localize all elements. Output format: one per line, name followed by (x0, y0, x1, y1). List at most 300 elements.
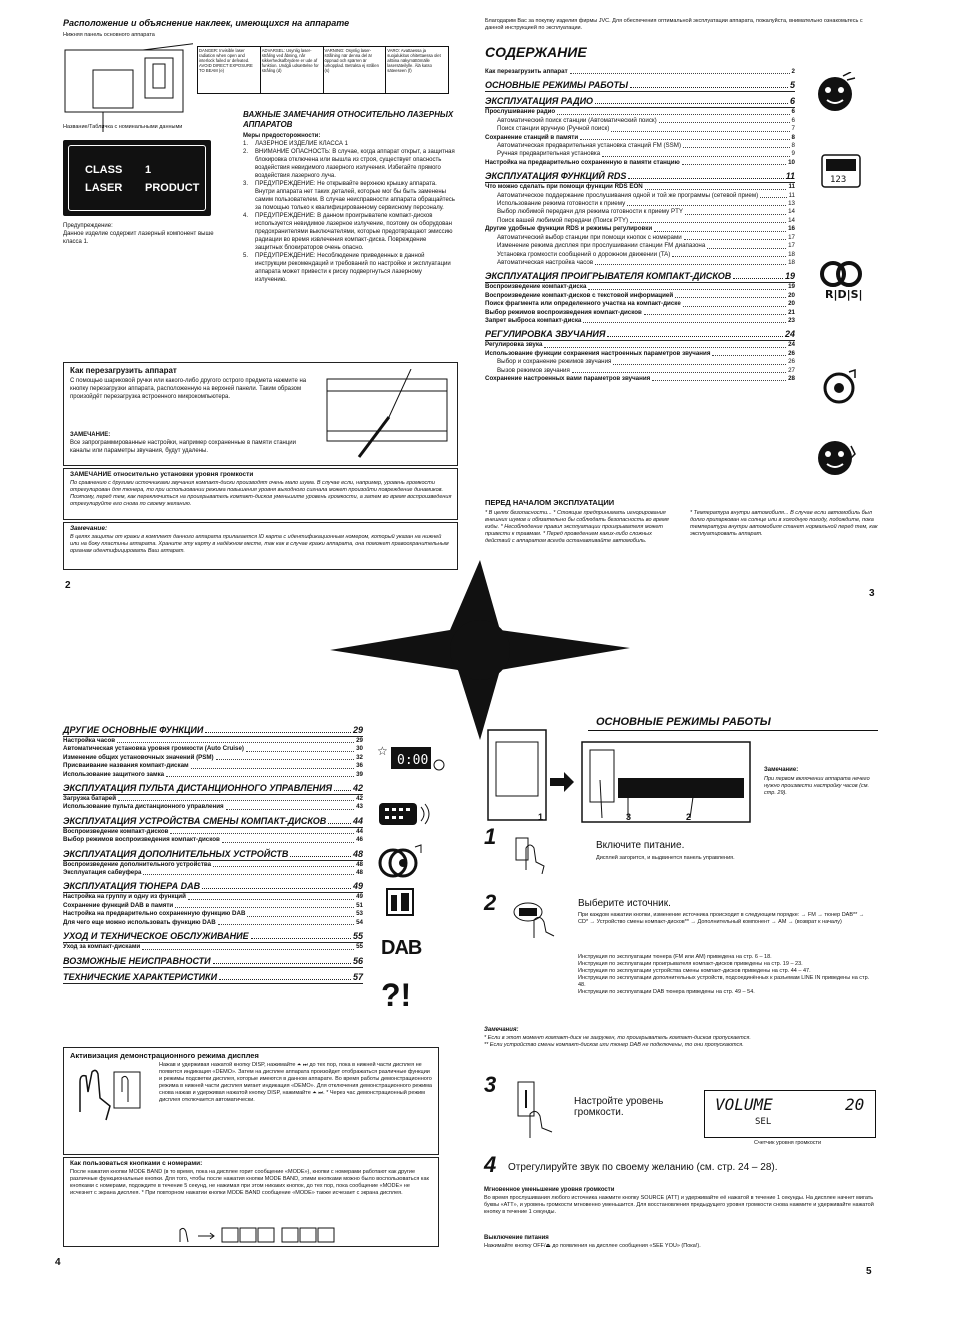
toc-page-number: 32 (356, 753, 363, 761)
warning-label-f: VARO: Avattaessa ja suojalukitus ohitettaessa olet alttiina näkymättömälle lasersäteilylle. Älä katso säteeseen (f) (387, 48, 441, 73)
toc-section-heading (63, 782, 363, 795)
remark-title: Замечание: (70, 525, 108, 532)
toc-page-number: 8 (791, 142, 795, 150)
laser-note-number: 2. (243, 149, 249, 155)
toc-page-number: 49 (352, 881, 363, 892)
toc-entry (485, 283, 795, 291)
toc-entry-title: Выбор любимой передачи для режима готовности к приему PTY (497, 208, 683, 216)
step-2-reference: Инструкция по эксплуатации устройства смены компакт-дисков приведены на стр. 44 – 47. (578, 968, 811, 974)
toc-page-3 (485, 68, 795, 383)
toc-entry-title: Воспроизведение компакт-дисков с текстовой информацией (485, 291, 674, 299)
toc-page-number: 13 (788, 200, 795, 208)
toc-page-number: 10 (788, 158, 795, 166)
toc-page-number: 24 (784, 329, 795, 340)
toc-entry (485, 358, 795, 366)
toc-entry-title: Другие удобные функции RDS и режимы регулировки (485, 225, 653, 233)
toc-entry-title: Что можно сделать при помощи функции RDS EON (485, 183, 643, 191)
bottom-panel-label: Нижняя панель основного аппарата (63, 32, 155, 38)
toc-entry (485, 125, 795, 133)
laser-notes-list (243, 140, 455, 284)
toc-page-number: 49 (356, 893, 363, 901)
toc-leader (175, 902, 354, 908)
laser-note-item (243, 252, 455, 284)
toc-entry-title: Выбор и сохранение режимов звучания (497, 358, 612, 366)
step-3-number: 3 (484, 1072, 497, 1097)
toc-page-number: 42 (356, 795, 363, 803)
toc-entry (485, 117, 795, 125)
toc-page-number: 11 (788, 191, 795, 199)
toc-entry-title: Использование функции сохранения настроенных параметров звучания (485, 349, 711, 357)
toc-entry-title: Сохранение станций в памяти (485, 133, 579, 141)
toc-entry-title: Автоматическое поддержание прослушивания одной и той же программы (сетевой прием) (497, 191, 759, 199)
toc-page-number: 6 (791, 116, 795, 124)
toc-leader (613, 358, 786, 364)
reset-box (63, 362, 458, 466)
toc-leader (652, 375, 786, 381)
step-2-reference: Инструкции по эксплуатации DAB тюнера приведены на стр. 49 – 54. (578, 989, 755, 995)
toc-entry (63, 737, 363, 745)
toc-leader (645, 183, 787, 189)
toc-leader (683, 300, 786, 306)
toc-page-number: 26 (788, 349, 795, 357)
toc-leader (707, 242, 786, 248)
toc-section-heading (485, 95, 795, 108)
basic-remark-title: Замечание: (764, 767, 799, 773)
toc-entry (63, 910, 363, 918)
toc-entry (63, 795, 363, 803)
toc-leader (684, 234, 786, 240)
toc-entry-title: Для чего еще можно использовать функцию DAB (63, 918, 216, 926)
toc-page-number: 2 (791, 68, 795, 75)
att-title: Мгновенное уменьшение уровня громкости (484, 1187, 615, 1193)
toc-page-number: 6 (789, 96, 795, 107)
volume-lcd-sub: SEL (755, 1117, 772, 1127)
toc-page-number: 28 (788, 374, 795, 382)
toc-section-heading (63, 815, 363, 828)
class-word: CLASS (85, 164, 123, 176)
toc-entry-title: Ручная предварительная установка (497, 150, 601, 158)
toc-entry-title: ЭКСПЛУАТАЦИЯ ПРОИГРЫВАТЕЛЯ КОМПАКТ-ДИСКОВ (485, 271, 732, 282)
volume-lcd (704, 1090, 876, 1138)
toc-page-number: 42 (352, 783, 363, 794)
toc-entry-title: Использование режима готовности к приему (497, 200, 626, 208)
class1-laser-label (63, 140, 211, 216)
toc-entry (485, 309, 795, 317)
source-button-icon (510, 898, 560, 940)
toc-leader (218, 919, 354, 925)
toc-page-number: 6 (791, 108, 795, 116)
sound-adjust-icon (815, 436, 859, 478)
toc-page-number: 21 (788, 308, 795, 316)
laser-notes-subtitle: Меры предосторожности: (243, 133, 321, 139)
toc-leader (683, 142, 790, 148)
toc-entry (485, 317, 795, 325)
volume-note-text: По сравнению с другими источниками звучания компакт-диски производят очень мало шума. В случае если, например, уровень громкости отрегулирован для тюнера, то при использовании режима повышения уровня выходного сигнала может произойти повреждение динамиков. Поэтому, перед тем, как переключиться на проигрыватель компакт-дисков уменьшите уровень громкости, а затем во время воспроизведения отрегулируйте его снова по своему желанию. (70, 480, 452, 507)
callout-2: 2 (686, 812, 692, 822)
toc-leader (595, 95, 788, 104)
page-3 (485, 10, 895, 600)
toc-leader (328, 815, 351, 824)
toc-leader (580, 134, 789, 140)
toc-entry (63, 869, 363, 877)
toc-page-4 (63, 721, 363, 984)
callout-1: 1 (538, 812, 544, 822)
toc-page-number: 43 (356, 803, 363, 811)
step-2-note: ** Если устройство смены компакт-дисков или тюнер DAB не подключены, то они пропускаются. (484, 1042, 744, 1048)
toc-leader (222, 836, 354, 842)
toc-page-number: 48 (352, 848, 363, 859)
toc-entry-title: Поиск вашей любимой передачи (Поиск PTY) (497, 216, 629, 224)
toc-page-number: 18 (788, 250, 795, 258)
toc-page-number: 53 (356, 910, 363, 918)
toc-page-number: 48 (356, 869, 363, 877)
toc-page-number: 20 (788, 291, 795, 299)
toc-page-number: 8 (791, 133, 795, 141)
toc-entry (485, 68, 795, 76)
number-buttons-title: Как пользоваться кнопками с номерами: (70, 1160, 203, 1167)
toc-entry (485, 242, 795, 250)
remote-control-icon (377, 799, 437, 829)
toc-section-heading (485, 170, 795, 183)
toc-leader (191, 762, 354, 768)
toc-page-number: 19 (788, 283, 795, 291)
toc-entry-title: Автоматическая предварительная установка станций FM (SSM) (497, 142, 682, 150)
toc-entry-title: Настройка на предварительно сохраненную функцию DAB (63, 910, 246, 918)
laser-note-item (243, 148, 455, 180)
toc-leader (247, 910, 354, 916)
toc-page-number: 27 (788, 366, 795, 374)
toc-leader (588, 283, 786, 289)
toc-entry-title: Регулировка звука (485, 341, 543, 349)
page-5-title: ОСНОВНЫЕ РЕЖИМЫ РАБОТЫ (596, 716, 771, 728)
toc-leader (685, 208, 786, 214)
step-1-text: Дисплей загорится, и выдвинется панель управления. (596, 855, 735, 861)
toc-page-number: 18 (788, 258, 795, 266)
toc-leader (595, 259, 786, 265)
volume-knob-icon (512, 1078, 562, 1142)
toc-page-number: 29 (356, 737, 363, 744)
toc-entry-title: УХОД И ТЕХНИЧЕСКОЕ ОБСЛУЖИВАНИЕ (63, 931, 249, 942)
laser-notes (243, 110, 455, 284)
toc-leader (205, 724, 351, 733)
demo-text: Нажав и удерживая нажатой кнопку DISP, нажимайте ⏶ ⏭ до тех пор, пока в нижней части дисплея не появится индикация «DEMO». Затем на дисплее аппарата произойдет отображаться различные функции и режимы подсветки дисплея, которые имеются в данном аппарате. Во время работы демонстрационного режима в нижней части дисплея мигает индикация «DEMO». Для отключения демонстрационного режима снова нажав и удерживая нажатой кнопку DISP, нажимайте ⏶ ⏭. * Через час демонстрационный режим дисплея отключается автоматически. (159, 1062, 432, 1103)
toc-entry (63, 893, 363, 901)
toc-entry-title: Использование пульта дистанционного управления (63, 803, 224, 811)
toc-page-number: 57 (352, 971, 363, 982)
toc-entry-title: Выбор режимов воспроизведения компакт-дисков (63, 836, 220, 844)
toc-entry (485, 251, 795, 259)
toc-leader (219, 971, 351, 980)
svg-text:123: 123 (830, 175, 847, 185)
toc-leader (557, 108, 789, 114)
toc-entry-title: Загрузка батарей (63, 795, 117, 803)
rating-plate-label: Название/Табличка с номинальными данными (63, 124, 183, 130)
laser-note-number: 4. (243, 213, 249, 219)
toc-section-heading (63, 724, 363, 737)
clock-lcd-text: 0:00 (397, 753, 429, 768)
toc-leader (672, 251, 786, 257)
step-2-text: При каждом нажатии кнопки, изменение источника происходит в следующем порядке: → FM → тюнер DAB** → CD* → Устройство смены компакт-дисков** → Дополнительный компонент → AM → (возврат к началу) (578, 912, 865, 925)
toc-leader (188, 893, 354, 899)
toc-entry-title: Воспроизведение дополнительного устройства (63, 860, 212, 868)
toc-page-number: 11 (785, 171, 795, 182)
toc-entry (63, 943, 363, 951)
toc-page-number: 7 (791, 125, 795, 133)
toc-entry-title: Воспроизведение компакт-дисков (63, 827, 169, 835)
step-4-number: 4 (484, 1152, 497, 1177)
toc-entry (485, 134, 795, 142)
product-word: PRODUCT (145, 182, 200, 194)
toc-page-number: 24 (788, 341, 795, 349)
laser-note-text: ВНИМАНИЕ ОПАСНОСТЬ: В случае, когда аппарат открыт, а защитная блокировка отключена или вышла из строя, существует опасность воздействия невидимого лазерного излучения. Избегайте прямого воздействия лазерного луча. (255, 149, 455, 179)
toc-leader (628, 170, 783, 179)
before-use-title: ПЕРЕД НАЧАЛОМ ЭКСПЛУАТАЦИИ (485, 498, 615, 507)
radio-display-icon (821, 154, 861, 188)
svg-text:R|D|S|: R|D|S| (825, 288, 863, 301)
laser-note-text: ПРЕДУПРЕЖДЕНИЕ: Не открывайте верхнюю крышку аппарата. Внутри аппарата нет таких деталей, которые мог бы быть заменены самим пользователем. В случае неисправности аппарата обращайтесь за помощью только к квалифицированному сервисному персоналу. (255, 181, 455, 211)
page-number-5: 5 (866, 1266, 872, 1277)
toc-entry (485, 159, 795, 167)
toc-entry-title: Вызов режимов звучания (497, 366, 570, 374)
toc-page-number: 29 (352, 725, 363, 735)
toc-entry-title: Поиск станции вручную (Ручной поиск) (497, 125, 610, 133)
toc-page-number: 46 (356, 836, 363, 844)
toc-page-number: 36 (356, 762, 363, 770)
toc-leader (644, 309, 786, 315)
toc-entry (63, 754, 363, 762)
toc-leader (675, 292, 786, 298)
toc-page-number: 17 (788, 242, 795, 250)
toc-section-heading (63, 880, 363, 893)
toc-page-number: 16 (788, 225, 795, 233)
toc-leader (117, 737, 354, 743)
toc-entry (485, 200, 795, 208)
toc-leader (627, 200, 786, 206)
step-4-title: Отрегулируйте звук по своему желанию (см. стр. 24 – 28). (508, 1162, 778, 1173)
number-buttons-text: После нажатия кнопки MODE BAND (в то время, пока на дисплее горит сообщение «MODE»), кнопки с номерами работают как другие различные функциональные кнопки. Для того, чтобы после нажатия кнопки MODE BAND, этими кнопками можно было воспользоваться как кнопками с номерами, подождите в течение 5 секунд, не нажимая при этом никаких кнопок, до тех пор, пока сообщение «MODE» не исчезнет с экрана дисплея. * При повторном нажатии кнопки MODE BAND сообщение «MODE» также исчезает с экрана дисплея. (70, 1169, 429, 1196)
laser-note-item (243, 140, 455, 148)
warning-text: Данное изделие содержит лазерный компонент выше класса 1. (63, 231, 214, 245)
toc-entry-title: ЭКСПЛУАТАЦИЯ УСТРОЙСТВА СМЕНЫ КОМПАКТ-ДИСКОВ (63, 815, 327, 826)
unit-front-diagram (478, 720, 768, 830)
toc-leader (583, 317, 786, 323)
step-2-notes-title: Замечания: (484, 1027, 519, 1033)
toc-leader (143, 869, 354, 875)
toc-page-number: 26 (788, 358, 795, 366)
number-buttons-diagram (174, 1224, 344, 1246)
svg-text:☆: ☆ (377, 744, 388, 758)
step-2-reference: Инструкция по эксплуатации проигрывателя компакт-дисков приведены на стр. 19 – 23. (578, 961, 803, 967)
toc-leader (607, 328, 783, 337)
toc-entry (485, 350, 795, 358)
laser-note-item (243, 212, 455, 252)
reset-note-text: Все запрограммированные настройки, например сохраненные в памяти станции каналы или параметры звучания, будут удалены. (70, 440, 296, 454)
volume-lcd-text: VOLUME (715, 1095, 773, 1114)
unit-bottom-diagram (63, 40, 193, 135)
toc-leader (654, 225, 786, 231)
toc-leader (544, 341, 786, 347)
step-1-hand-icon (512, 834, 556, 874)
toc-entry-title: ЭКСПЛУАТАЦИЯ ПУЛЬТА ДИСТАНЦИОННОГО УПРАВЛЕНИЯ (63, 783, 333, 794)
reset-note-title: ЗАМЕЧАНИЕ: (70, 432, 111, 438)
toc-entry (485, 341, 795, 349)
toc-entry-title: ЭКСПЛУАТАЦИЯ ТЮНЕРА DAB (63, 881, 201, 892)
toc-leader (712, 350, 786, 356)
class-number: 1 (145, 164, 152, 176)
page-number-3: 3 (869, 588, 875, 599)
toc-leader (142, 943, 354, 949)
toc-section-heading (63, 930, 363, 943)
toc-page-number: 39 (356, 770, 363, 778)
toc-section-heading (63, 848, 363, 861)
toc-page-number: 23 (788, 316, 795, 324)
step-2-number: 2 (484, 890, 497, 915)
toc-section-heading (485, 270, 795, 283)
toc-entry (485, 225, 795, 233)
toc-leader (682, 159, 786, 165)
toc-page-number: 17 (788, 233, 795, 241)
warning-label-e: DANGER: Invisible laser radiation when open and interlock failed or defeated. AVOID DIRECT EXPOSURE TO BEAM (e) (198, 47, 261, 93)
toc-entry-title: РЕГУЛИРОВКА ЗВУЧАНИЯ (485, 329, 606, 340)
toc-entry (485, 375, 795, 383)
toc-entry (63, 762, 363, 770)
toc-page-number: 48 (356, 860, 363, 868)
warning-title: Предупреждение: (63, 223, 113, 229)
toc-page-number: 14 (788, 216, 795, 224)
toc-page-number: 51 (356, 901, 363, 909)
toc-entry (63, 861, 363, 869)
toc-entry-title: ЭКСПЛУАТАЦИЯ ДОПОЛНИТЕЛЬНЫХ УСТРОЙСТВ (63, 848, 289, 859)
troubleshoot-icon: ?! (381, 977, 412, 1013)
toc-entry (485, 300, 795, 308)
demo-box (63, 1047, 439, 1155)
toc-page-number: 55 (352, 931, 363, 942)
toc-entry-title: Уход за компакт-дисками (63, 943, 141, 951)
toc-leader (118, 795, 354, 801)
toc-leader (630, 79, 788, 88)
toc-entry-title: ТЕХНИЧЕСКИЕ ХАРАКТЕРИСТИКИ (63, 971, 218, 982)
clock-display-icon (377, 743, 449, 773)
toc-entry-title: Автоматическая настройка часов (497, 258, 594, 266)
demo-hand-icon (70, 1062, 150, 1122)
remark-text: В целях защиты от кражи в комплект данного аппарата прилагается ID карта с идентификационным номером, который указан на нижней или на боку пластины аппарата. Храните эту карту в надёжном месте, так как в случае кражи аппарата, она поможет правоохранительным органам идентифицировать Ваш аппарат. (70, 534, 449, 554)
warning-labels-strip (197, 46, 449, 94)
toc-entry-title: Сохранение настроенных вами параметров звучания (485, 374, 651, 382)
page-2-title: Расположение и объяснение наклеек, имеющихся на аппарате (63, 18, 350, 28)
toc-entry-title: Выбор режимов воспроизведения компакт-дисков (485, 308, 642, 316)
laser-note-text: ПРЕДУПРЕЖДЕНИЕ: В данном проигрывателе компакт-дисков используется невидимое лазерное излучение, поэтому он оборудован предохранителями выключателями, которые предотвращают эмиссию радиации во время извлечения компакт-диска. Повреждение защитных блокираторов очень опасно. (255, 213, 453, 251)
toc-entry-title: Присваивание названия компакт-дискам (63, 762, 189, 770)
toc-entry (63, 902, 363, 910)
toc-entry (63, 803, 363, 811)
toc-leader (602, 150, 789, 156)
toc-entry-title: Прослушивание радио (485, 108, 556, 116)
toc-leader (166, 771, 354, 777)
volume-note-box (63, 468, 458, 520)
toc-page-number: 20 (788, 300, 795, 308)
toc-entry-title: Эксплуатация сабвуфера (63, 869, 142, 877)
toc-entry (485, 183, 795, 191)
toc-leader (572, 367, 786, 373)
toc-leader (630, 217, 786, 223)
toc-entry-title: ЭКСПЛУАТАЦИЯ ФУНКЦИЙ RDS (485, 171, 627, 182)
page-4 (55, 715, 460, 1275)
toc-leader (246, 745, 354, 751)
laser-note-number: 5. (243, 253, 249, 259)
toc-page-number: 11 (788, 183, 795, 191)
laser-note-text: ЛАЗЕРНОЕ ИЗДЕЛИЕ КЛАССА 1 (255, 141, 348, 147)
toc-entry-title: Запрет выброса компакт-диска (485, 316, 582, 324)
toc-leader (213, 861, 354, 867)
volume-meter-label: Счетчик уровня громкости (754, 1140, 822, 1146)
toc-leader (216, 754, 354, 760)
att-text: Во время прослушивания любого источника нажмите кнопку SOURCE (ATT) и удерживайте её нажатой в течение 1 секунды. На дисплее начнет мигать буквы «ATT», и уровень громкости мгновенно уменьшится. Для восстановления предыдущего уровня громкости снова нажмите и удерживайте нажатой кнопку в течение 1 секунды. (484, 1195, 874, 1215)
toc-page-number: 9 (791, 150, 795, 158)
step-1-number: 1 (484, 824, 497, 849)
dab-logo-icon (381, 937, 431, 963)
toc-entry-title: Автоматическая установка уровня громкости (Auto Cruise) (63, 745, 244, 753)
toc-page-number: 54 (356, 918, 363, 926)
toc-page-number: 19 (784, 271, 795, 282)
toc-page-number: 14 (788, 208, 795, 216)
toc-page-number: 5 (789, 80, 795, 91)
toc-entry-title: Использование защитного замка (63, 770, 165, 778)
page-number-4: 4 (55, 1257, 61, 1268)
toc-leader (202, 880, 351, 889)
toc-page-number: 44 (356, 827, 363, 835)
toc-leader (733, 270, 783, 279)
cd-player-icon (821, 368, 861, 404)
step-2-reference: Инструкции по эксплуатации дополнительных устройств, подсоединённых к разъемам LINE IN приведены на стр. 48. (578, 975, 870, 988)
number-buttons-box (63, 1157, 439, 1247)
toc-leader (659, 117, 790, 123)
toc-entry-title: Изменение общих установочных значений (PSM) (63, 753, 214, 761)
laser-notes-title: ВАЖНЫЕ ЗАМЕЧАНИЯ ОТНОСИТЕЛЬНО ЛАЗЕРНЫХ АППАРАТОВ (243, 110, 454, 129)
toc-page-number: 55 (356, 943, 363, 951)
toc-entry-title: ОСНОВНЫЕ РЕЖИМЫ РАБОТЫ (485, 80, 629, 91)
toc-entry (63, 836, 363, 844)
toc-section-heading (485, 328, 795, 341)
toc-entry (485, 367, 795, 375)
step-2-note: * Если в этот момент компакт-диск не загружен, то проигрыватель компакт-дисков пропускается. (484, 1035, 751, 1041)
toc-entry (63, 919, 363, 927)
step-2-title: Выберите источник. (578, 898, 671, 909)
toc-entry-title: Автоматический поиск станции (Автоматический поиск) (497, 116, 657, 124)
toc-leader (290, 848, 351, 857)
toc-title: СОДЕРЖАНИЕ (485, 44, 587, 60)
toc-section-heading (485, 79, 795, 92)
rds-icon (819, 260, 863, 302)
toc-entry-title: ВОЗМОЖНЫЕ НЕИСПРАВНОСТИ (63, 955, 211, 966)
step-2-notes (484, 1035, 876, 1049)
before-use-left: * В целях безопасности... * Стоящие предпринимать игнорирования внешних шумов и обязательно бы соблюдать безопасность во время езды. * Несоблюдение правил эксплуатации проигрывателя может привести к травмам. * Перед проведением каких-либо сложных действий с аппаратом всегда останавливайте автомобиль. (485, 510, 669, 544)
toc-entry (485, 234, 795, 242)
dab-logo-text: DAB (381, 937, 422, 959)
cd-changer-icon (377, 843, 427, 879)
callout-3: 3 (626, 812, 632, 822)
toc-entry-title: Настройка на предварительно сохраненную в памяти станцию (485, 158, 680, 166)
toc-leader (170, 828, 354, 834)
toc-leader (570, 68, 790, 74)
toc-entry (63, 745, 363, 753)
toc-entry (485, 208, 795, 216)
toc-page-number: 30 (356, 745, 363, 753)
step-3-title: Настройте уровень громкости. (574, 1096, 664, 1118)
basic-remark-text: При первом включении аппарата нечего нужно произвести настройку часов (см. стр. 29). (764, 776, 870, 796)
laser-word: LASER (85, 182, 123, 194)
toc-section-heading (63, 971, 363, 984)
power-off-text: Нажимайте кнопку OFF/⏏ до появления на дисплее сообщения «SEE YOU» (Пока!). (484, 1243, 701, 1249)
